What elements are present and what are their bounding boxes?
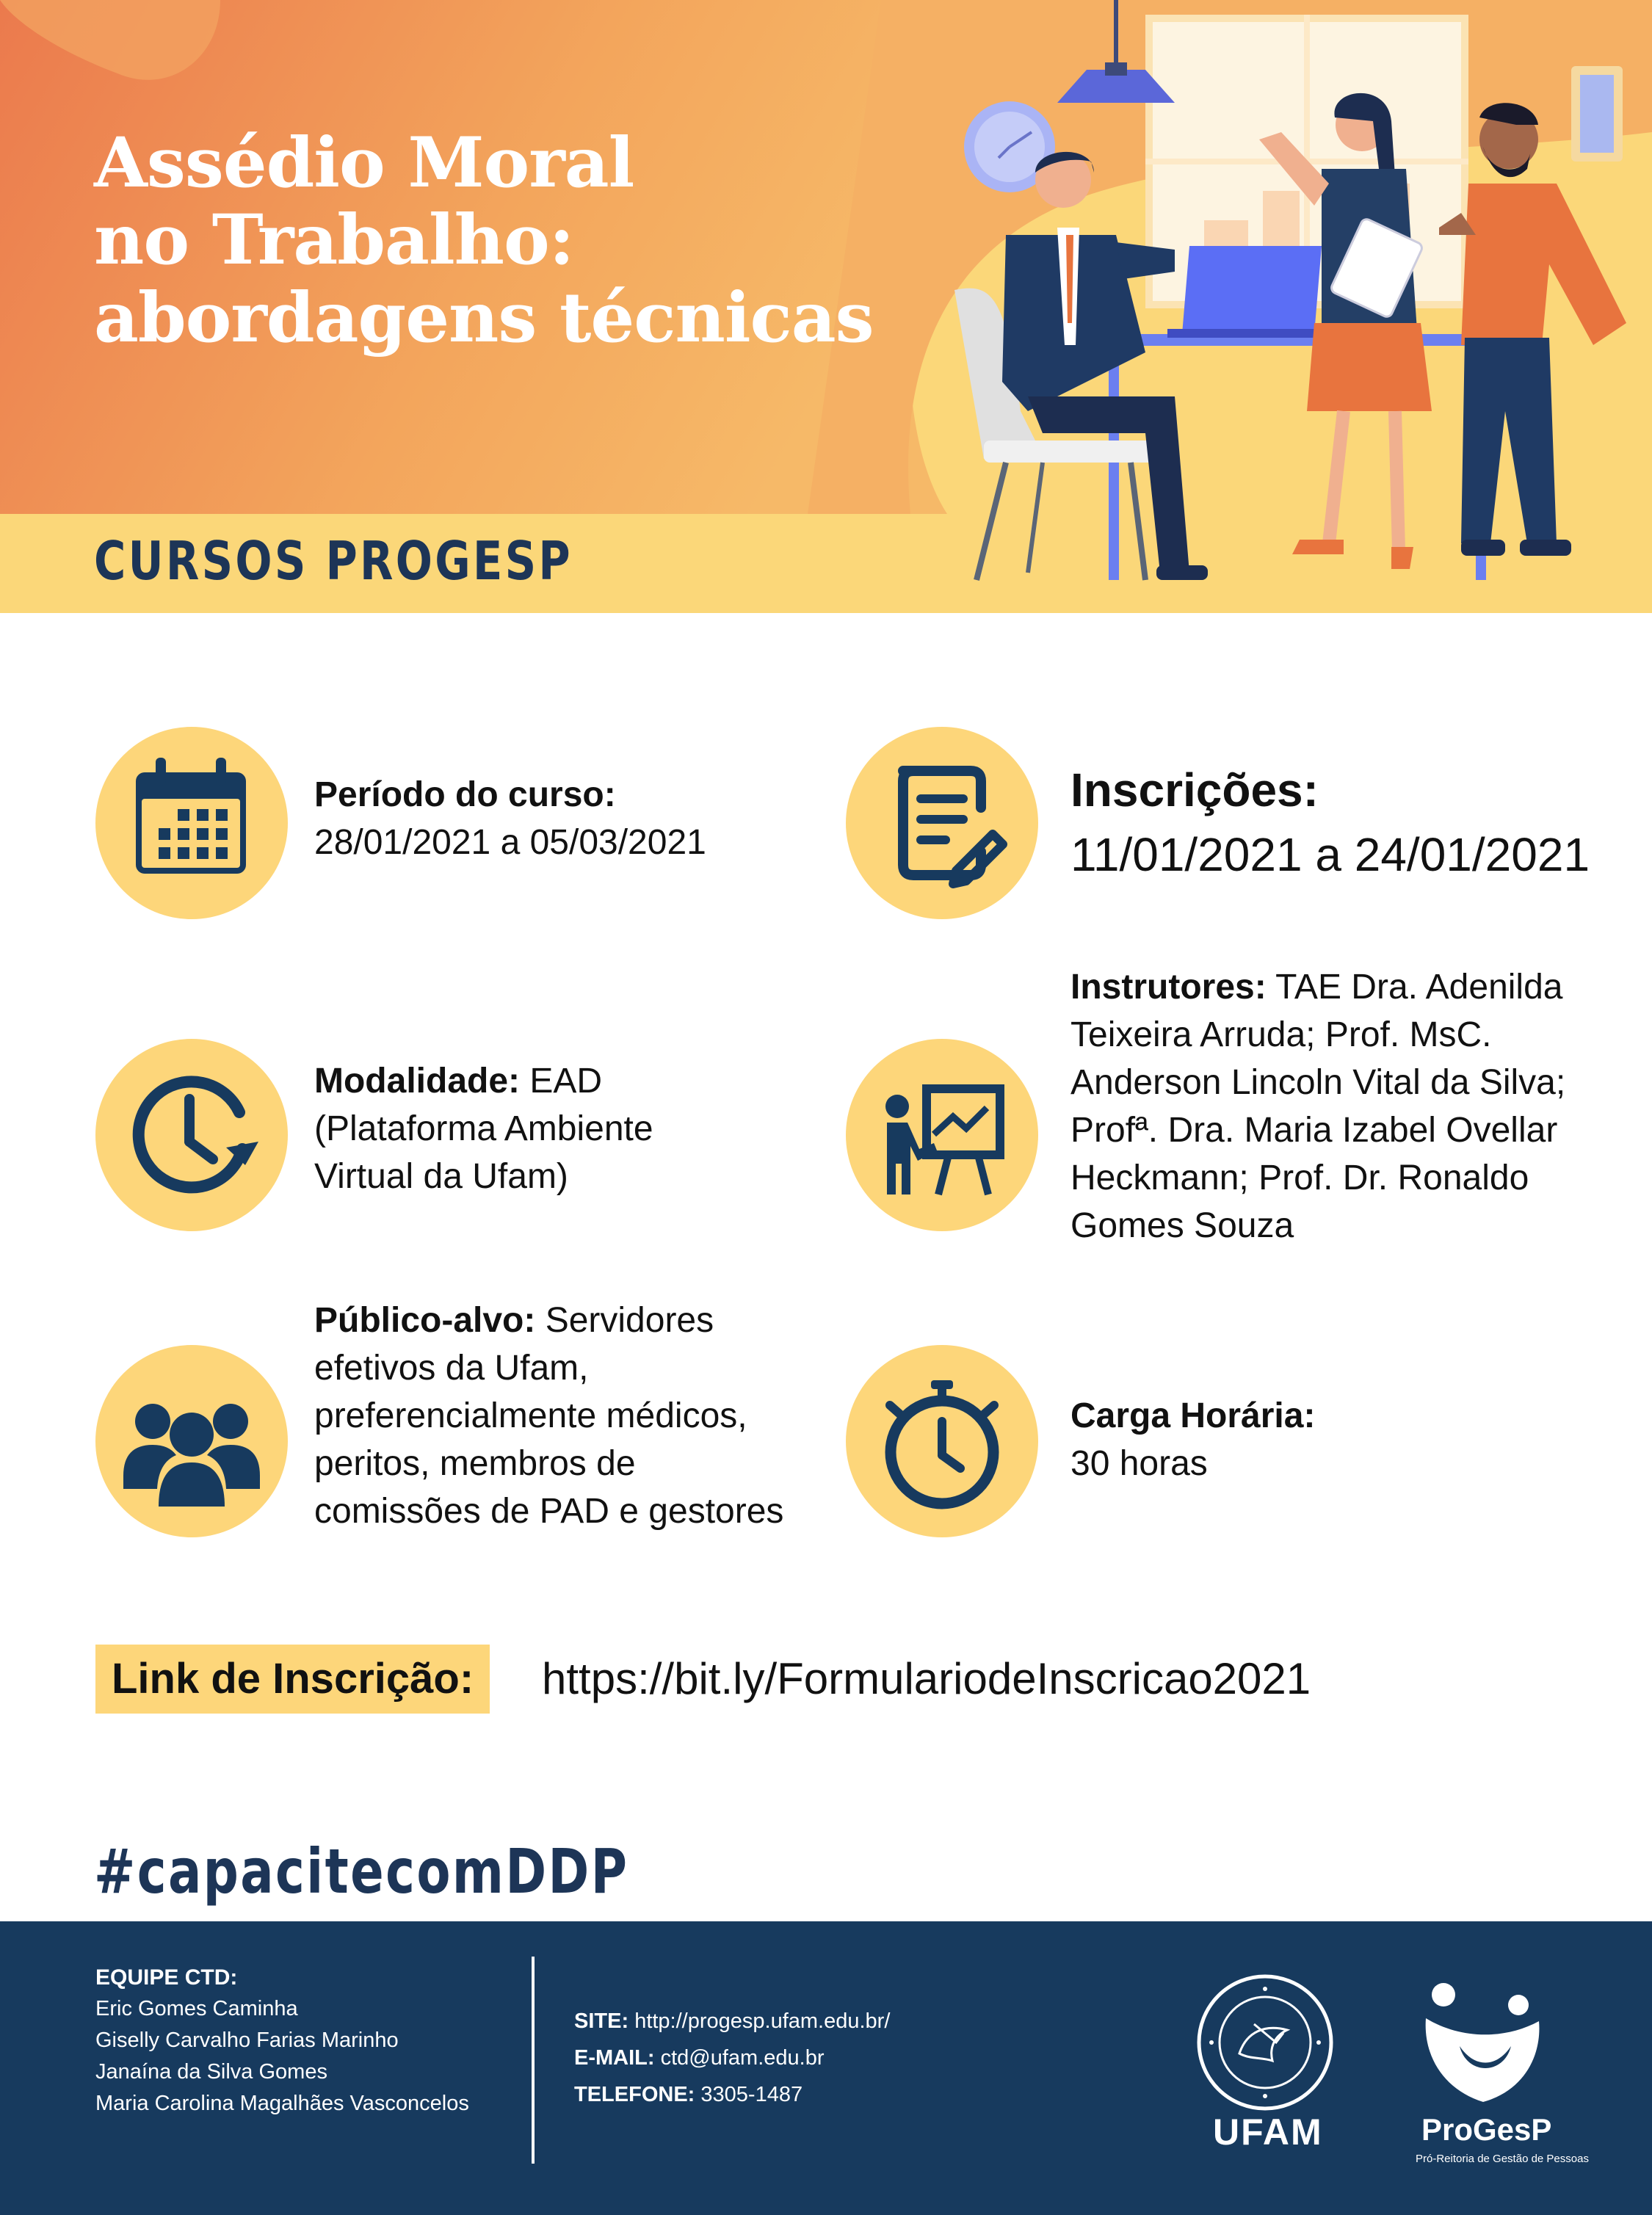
ufam-label: UFAM bbox=[1213, 2111, 1323, 2153]
presentation-icon bbox=[846, 1039, 1038, 1231]
phone-value: 3305-1487 bbox=[700, 2083, 803, 2106]
form-edit-icon bbox=[846, 727, 1038, 919]
team-title: EQUIPE CTD: bbox=[95, 1965, 238, 1990]
email-label: E-MAIL: bbox=[574, 2046, 655, 2070]
email-link[interactable]: ctd@ufam.edu.br bbox=[660, 2046, 825, 2070]
footer bbox=[0, 1921, 1652, 2215]
hashtag: #capacitecomDDP bbox=[94, 1835, 629, 1907]
team-member: Maria Carolina Magalhães Vasconcelos bbox=[95, 2092, 469, 2115]
ufam-seal-logo bbox=[1195, 1973, 1335, 2112]
clock-arrow-icon bbox=[95, 1039, 288, 1231]
team-member: Janaína da Silva Gomes bbox=[95, 2060, 327, 2084]
workload-value: 30 horas bbox=[1070, 1444, 1208, 1483]
workload bbox=[1070, 1392, 1511, 1487]
workload-label: Carga Horária: bbox=[1070, 1396, 1316, 1435]
modality-value: EAD (Plataforma Ambiente Virtual da Ufam) bbox=[314, 1062, 653, 1196]
subtitle: CURSOS PROGESP bbox=[94, 530, 573, 592]
course-period-label: Período do curso: bbox=[314, 775, 616, 814]
stopwatch-icon bbox=[846, 1345, 1038, 1537]
phone-contact bbox=[574, 2083, 803, 2107]
site-contact bbox=[574, 2009, 890, 2034]
registration-value: 11/01/2021 a 24/01/2021 bbox=[1070, 828, 1590, 881]
calendar-icon bbox=[95, 727, 288, 919]
title-line: abordagens técnicas bbox=[94, 277, 874, 358]
title-line: no Trabalho: bbox=[94, 200, 574, 281]
course-period-value: 28/01/2021 a 05/03/2021 bbox=[314, 823, 706, 862]
progesp-logo bbox=[1416, 1973, 1548, 2105]
progesp-sublabel: Pró-Reitoria de Gestão de Pessoas bbox=[1416, 2153, 1589, 2165]
instructors-label: Instrutores: bbox=[1070, 968, 1267, 1007]
group-icon bbox=[95, 1345, 288, 1537]
registration-link-label: Link de Inscrição: bbox=[95, 1645, 490, 1714]
course-period bbox=[314, 771, 769, 866]
progesp-label: ProGesP bbox=[1421, 2112, 1552, 2147]
team-member: Eric Gomes Caminha bbox=[95, 1997, 298, 2020]
registration-period bbox=[1070, 758, 1629, 887]
modality bbox=[314, 1057, 740, 1200]
target-audience-label: Público-alvo: bbox=[314, 1301, 536, 1340]
site-link[interactable]: http://progesp.ufam.edu.br/ bbox=[634, 2009, 891, 2033]
title-line: Assédio Moral bbox=[94, 123, 634, 203]
registration-label: Inscrições: bbox=[1070, 764, 1319, 816]
email-contact bbox=[574, 2046, 824, 2070]
phone-label: TELEFONE: bbox=[574, 2083, 695, 2106]
footer-divider bbox=[532, 1957, 535, 2164]
target-audience bbox=[314, 1297, 799, 1535]
team-member: Giselly Carvalho Farias Marinho bbox=[95, 2029, 399, 2052]
registration-link[interactable]: https://bit.ly/FormulariodeInscricao2021 bbox=[542, 1654, 1311, 1703]
instructors-value: TAE Dra. Adenilda Teixeira Arruda; Prof. MsC. Anderson Lincoln Vital da Silva; Profª. Dra. Maria Izabel Ovellar Heckmann; Prof. Dr. Ronaldo Gomes Souza bbox=[1070, 968, 1566, 1245]
page-title bbox=[94, 125, 874, 357]
instructors bbox=[1070, 963, 1629, 1250]
site-label: SITE: bbox=[574, 2009, 629, 2033]
header-banner bbox=[0, 0, 1652, 613]
modality-label: Modalidade: bbox=[314, 1062, 521, 1101]
target-audience-value: Servidores efetivos da Ufam, preferencialmente médicos, peritos, membros de comissões de PAD e gestores bbox=[314, 1301, 784, 1531]
